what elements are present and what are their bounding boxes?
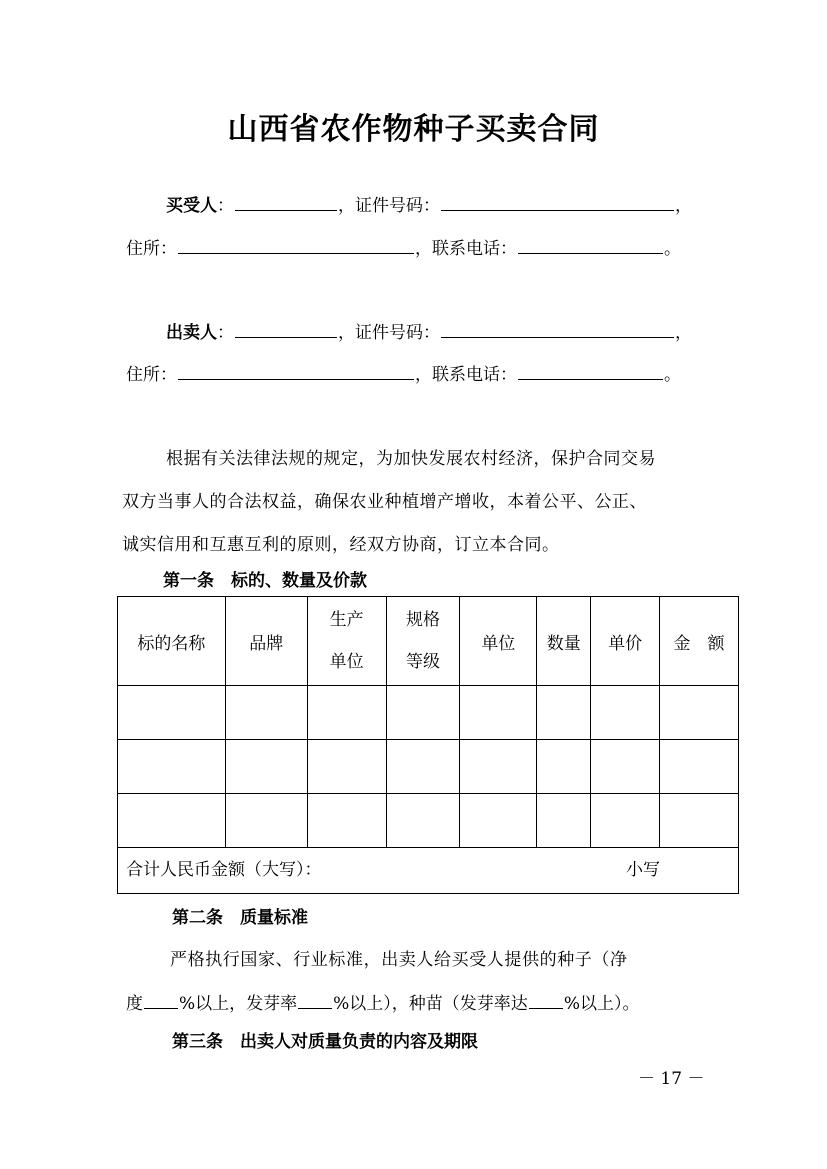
table-row <box>118 686 739 740</box>
seller-colon: ： <box>217 323 234 343</box>
col-producer <box>307 597 386 686</box>
table-cell[interactable] <box>660 740 739 794</box>
table-cell[interactable] <box>386 794 460 848</box>
table-cell[interactable] <box>591 686 660 740</box>
page-number: － 17 － <box>638 1069 705 1089</box>
table-cell[interactable] <box>460 686 537 740</box>
seller-id-label: ，证件号码： <box>338 323 440 343</box>
col-amount: 金 额 <box>660 597 739 686</box>
table-cell[interactable] <box>386 740 460 794</box>
article2-line2 <box>126 991 639 1015</box>
seller-label: 出卖人 <box>166 323 217 343</box>
seller-name-blank[interactable] <box>235 320 337 338</box>
small-label: 小写 <box>626 860 660 880</box>
buyer-label: 买受人 <box>166 196 217 216</box>
table-cell[interactable] <box>537 794 591 848</box>
col-spec-line1: 规格 <box>405 610 440 630</box>
col-producer-line2: 单位 <box>329 652 364 672</box>
seller-address-blank[interactable] <box>178 362 414 380</box>
preamble <box>122 438 702 567</box>
col-spec-line2: 等级 <box>405 652 440 672</box>
table-cell[interactable] <box>660 794 739 848</box>
buyer-period: 。 <box>664 239 681 259</box>
article2-part2: %以上，发芽率 <box>179 994 298 1014</box>
table-cell[interactable] <box>118 686 226 740</box>
table-cell[interactable] <box>591 794 660 848</box>
table-cell[interactable] <box>660 686 739 740</box>
buyer-phone-blank[interactable] <box>518 236 663 254</box>
buyer-id-label: ，证件号码： <box>338 196 440 216</box>
buyer-line-2 <box>126 236 681 260</box>
col-producer-line1: 生产 <box>329 610 364 630</box>
article2-line1: 严格执行国家、行业标准，出卖人给买受人提供的种子（净 <box>170 950 628 970</box>
table-cell[interactable] <box>307 794 386 848</box>
article2-part4: %以上）。 <box>563 994 640 1014</box>
article1-heading: 第一条 标的、数量及价款 <box>163 571 367 591</box>
table-cell[interactable] <box>537 686 591 740</box>
buyer-colon: ： <box>217 196 234 216</box>
table-cell[interactable] <box>307 686 386 740</box>
seedling-germination-blank[interactable] <box>529 991 563 1009</box>
table-row <box>118 740 739 794</box>
preamble-line: 双方当事人的合法权益，确保农业种植增产增收，本着公平、公正、 <box>122 492 647 512</box>
buyer-address-blank[interactable] <box>178 236 414 254</box>
table-cell[interactable] <box>307 740 386 794</box>
purity-blank[interactable] <box>144 991 178 1009</box>
seller-trailing-comma: ， <box>675 323 692 343</box>
table-row <box>118 794 739 848</box>
buyer-phone-label: ，联系电话： <box>415 239 517 259</box>
seller-phone-label: ，联系电话： <box>415 365 517 385</box>
table-cell[interactable] <box>118 794 226 848</box>
total-label: 合计人民币金额（大写）： <box>126 860 322 880</box>
seller-phone-blank[interactable] <box>518 362 663 380</box>
table-cell[interactable] <box>460 794 537 848</box>
col-unit: 单位 <box>460 597 537 686</box>
col-unit-price: 单价 <box>591 597 660 686</box>
table-cell[interactable] <box>591 740 660 794</box>
table-cell[interactable] <box>225 740 307 794</box>
article2-part3: %以上），种苗（发芽率达 <box>333 994 528 1014</box>
seller-id-blank[interactable] <box>441 320 674 338</box>
buyer-address-label: 住所： <box>126 239 177 259</box>
table-cell[interactable] <box>460 740 537 794</box>
table-cell[interactable] <box>118 740 226 794</box>
buyer-name-blank[interactable] <box>235 193 337 211</box>
col-spec <box>386 597 460 686</box>
germination-blank[interactable] <box>298 991 332 1009</box>
article2-heading: 第二条 质量标准 <box>172 908 308 928</box>
seller-line-1 <box>166 320 692 344</box>
table-total-row <box>118 848 739 894</box>
article3-heading: 第三条 出卖人对质量负责的内容及期限 <box>172 1032 478 1052</box>
document-title: 山西省农作物种子买卖合同 <box>227 112 600 147</box>
table-cell[interactable] <box>225 686 307 740</box>
article2-part1: 度 <box>126 994 143 1014</box>
goods-table <box>117 596 739 894</box>
table-cell[interactable] <box>537 740 591 794</box>
buyer-line-1 <box>166 193 692 217</box>
preamble-line: 根据有关法律法规的规定，为加快发展农村经济，保护合同交易 <box>166 449 656 469</box>
col-quantity: 数量 <box>537 597 591 686</box>
seller-period: 。 <box>664 365 681 385</box>
table-header-row <box>118 597 739 686</box>
buyer-id-blank[interactable] <box>441 193 674 211</box>
table-cell[interactable] <box>225 794 307 848</box>
seller-address-label: 住所： <box>126 365 177 385</box>
preamble-line: 诚实信用和互惠互利的原则，经双方协商，订立本合同。 <box>122 535 560 555</box>
col-brand: 品牌 <box>225 597 307 686</box>
buyer-trailing-comma: ， <box>675 196 692 216</box>
total-cell[interactable] <box>118 848 739 894</box>
col-name: 标的名称 <box>118 597 226 686</box>
seller-line-2 <box>126 362 681 386</box>
table-cell[interactable] <box>386 686 460 740</box>
